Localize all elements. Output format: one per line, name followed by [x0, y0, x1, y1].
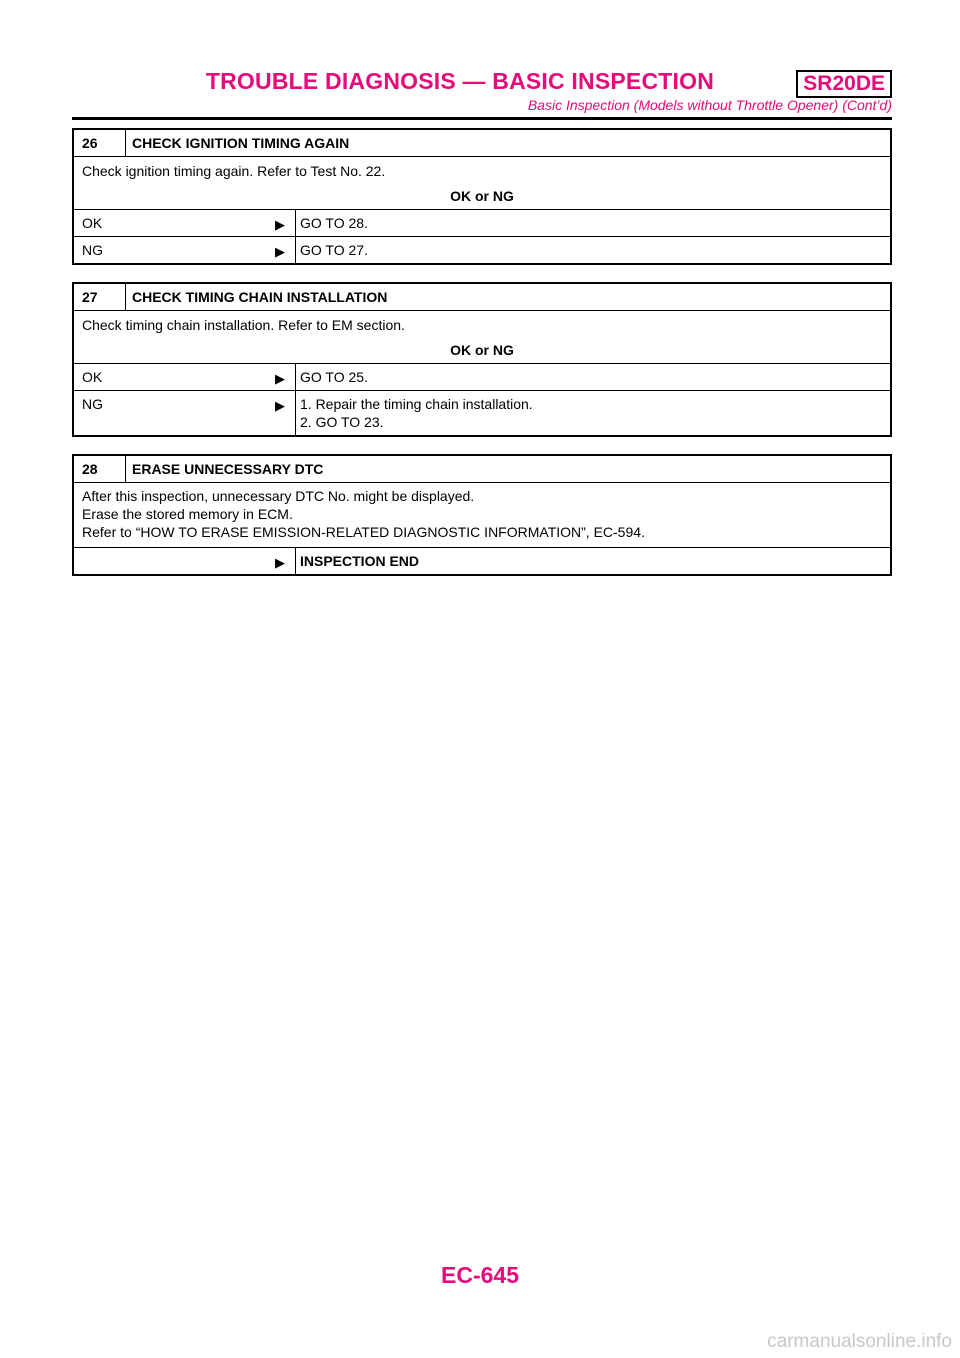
step-title: CHECK IGNITION TIMING AGAIN [132, 135, 350, 151]
instruction-line: After this inspection, unnecessary DTC No. might be displayed. [82, 488, 475, 504]
result-action: INSPECTION END [300, 553, 420, 569]
step-instructions [74, 156, 890, 209]
result-condition: NG [82, 396, 103, 412]
result-condition: OK [82, 369, 103, 385]
result-action: 2. GO TO 23. [300, 414, 384, 430]
instruction-line: Refer to “HOW TO ERASE EMISSION-RELATED DIAGNOSTIC INFORMATION”, EC-594. [82, 524, 645, 540]
result-row-ng [74, 390, 890, 435]
step-instructions [74, 482, 890, 547]
arrow-right-icon: ▶ [275, 555, 285, 570]
step-26 [72, 128, 892, 265]
result-action: GO TO 28. [300, 215, 368, 231]
instruction-line: Erase the stored memory in ECM. [82, 506, 293, 522]
engine-code-badge: SR20DE [796, 70, 892, 98]
step-title-row [74, 130, 890, 156]
step-instructions [74, 310, 890, 363]
result-row-ng [74, 236, 890, 263]
result-row-end [74, 547, 890, 574]
result-action: GO TO 27. [300, 242, 368, 258]
decision-label: OK or NG [450, 342, 514, 358]
instruction-line: Check timing chain installation. Refer to EM section. [82, 317, 405, 333]
section-title: TROUBLE DIAGNOSIS — BASIC INSPECTION [205, 68, 714, 94]
arrow-right-icon: ▶ [275, 398, 285, 413]
step-number: 26 [74, 130, 126, 156]
step-number: 27 [74, 284, 126, 310]
page-header [72, 64, 892, 118]
step-number: 28 [74, 456, 126, 482]
decision-label: OK or NG [450, 188, 514, 204]
arrow-right-icon: ▶ [275, 371, 285, 386]
watermark: carmanualsonline.info [767, 1331, 952, 1352]
step-28 [72, 454, 892, 576]
step-27 [72, 282, 892, 437]
arrow-right-icon: ▶ [275, 244, 285, 259]
result-row-ok [74, 209, 890, 236]
section-subtitle: Basic Inspection (Models without Throttle Opener) (Cont’d) [527, 97, 892, 113]
step-title-row [74, 456, 890, 482]
step-title: ERASE UNNECESSARY DTC [132, 461, 324, 477]
result-condition: NG [82, 242, 103, 258]
step-title: CHECK TIMING CHAIN INSTALLATION [132, 289, 388, 305]
result-action: 1. Repair the timing chain installation. [300, 396, 533, 412]
page-number: EC-645 [441, 1262, 519, 1288]
result-row-ok [74, 363, 890, 390]
step-title-row [74, 284, 890, 310]
header-divider [72, 117, 892, 120]
result-condition: OK [82, 215, 103, 231]
instruction-line: Check ignition timing again. Refer to Test No. 22. [82, 163, 386, 179]
result-action: GO TO 25. [300, 369, 368, 385]
arrow-right-icon: ▶ [275, 217, 285, 232]
